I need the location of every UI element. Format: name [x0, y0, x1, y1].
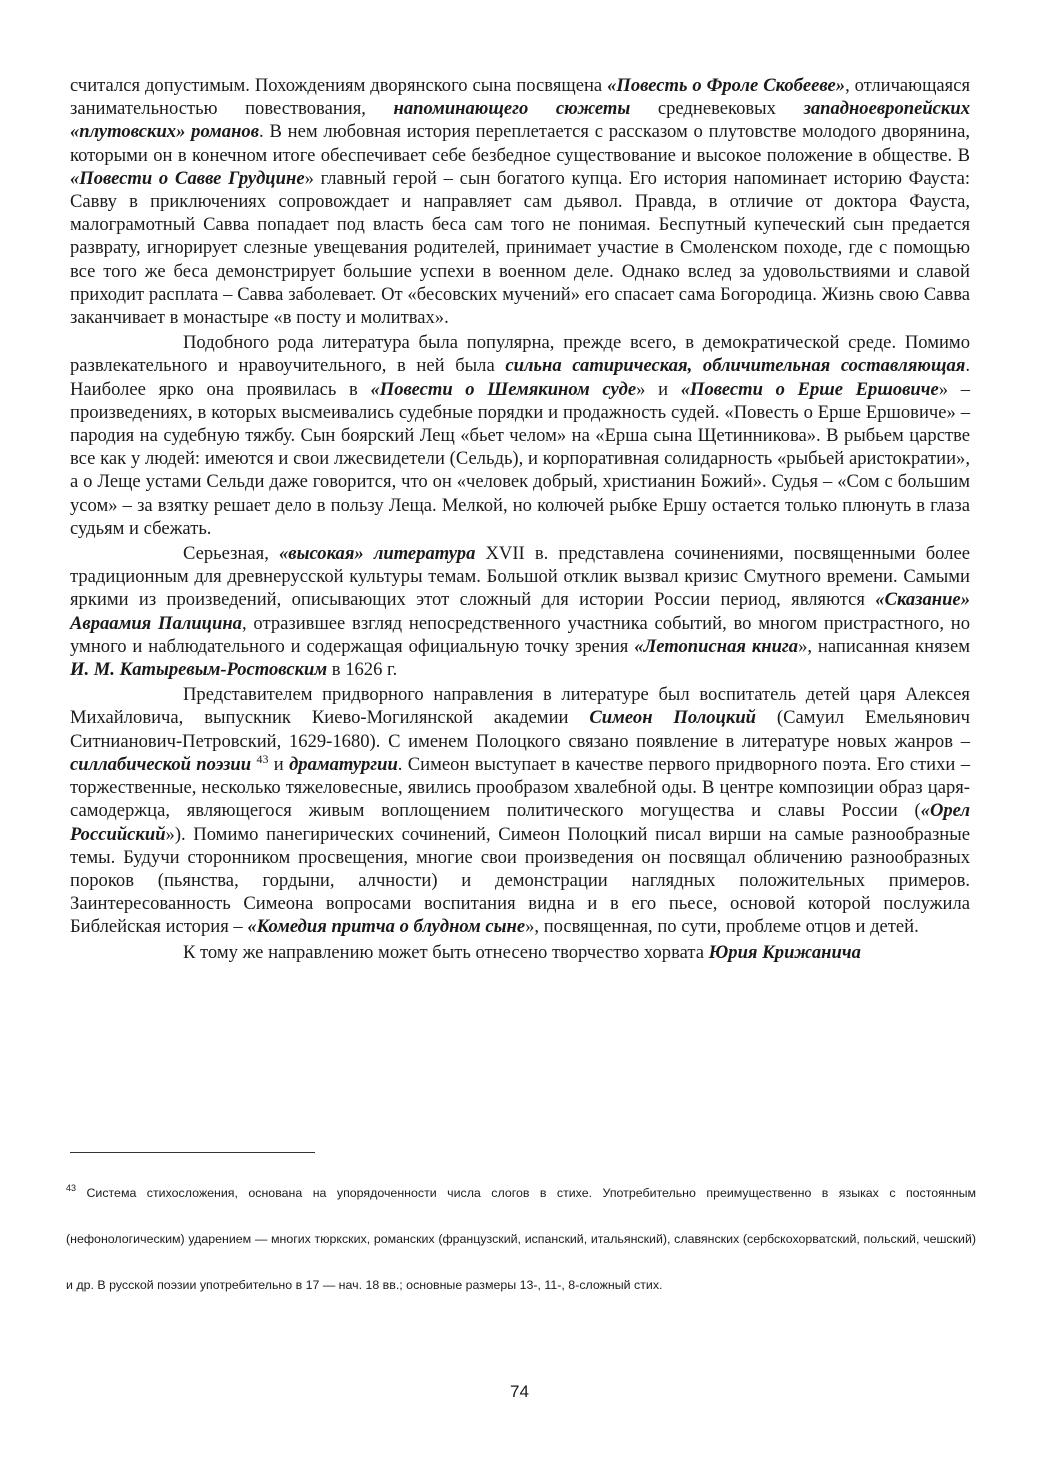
text-run: Подобного рода литература была популярна, прежде всего, в демократической среде. Помимо развлекательного и нравоучительного, в ней была	[70, 332, 970, 377]
text-run: в 1626 г.	[327, 659, 398, 681]
text-run: и	[268, 753, 290, 775]
paragraph	[70, 74, 970, 329]
text-run: средневековых	[630, 98, 804, 120]
text-run: (Самуил Емельянович Ситнианович-Петровский, 1629-1680). С именем Полоцкого связано появление в литературе новых жанров –	[70, 707, 970, 752]
text-run: , отличающаяся занимательностью повествования,	[70, 75, 970, 120]
text-run: »). Помимо панегирических сочинений, Симеон Полоцкий писал вирши на самые разнообразные темы. Будучи сторонником просвещения, многие свои произведения он посвящал обличению разнообразных пороков (пьянства, гордыни, алчности) и демонстрации наглядных положительных примеров. Заинтересованность Симеона вопросами воспитания видна и в его пьесе, основой которой послужила Библейская история –	[70, 823, 970, 938]
text-run: К тому же направлению может быть отнесено творчество хорвата	[183, 941, 709, 963]
emphasized-text: «Повести о Ерше Ершовиче	[680, 378, 939, 400]
emphasized-text: «Орел Российский	[70, 800, 970, 845]
footnote-separator	[70, 1152, 315, 1153]
paragraph	[70, 331, 970, 540]
text-run: » – произведениях, в которых высмеивались судебные порядки и продажность судей. «Повесть о Ерше Ершовиче» – пародия на судебную тяжбу. Сын боярский Лещ «бьет челом» на «Ерша сына Щетинникова». В рыбьем царстве все как у людей: имеются и свои лжесвидетели (Сельдь), и корпоративная солидарность «рыбьей аристократии», а о Леще устами Сельди даже говорится, что он «человек добрый, христианин Божий». Судья – «Сом с большим усом» – за взятку решает дело в пользу Леща. Мелкой, но колючей рыбке Ершу остается только плюнуть в глаза судьям и сбежать.	[70, 378, 971, 539]
footnote	[66, 1170, 976, 1308]
text-run: считался допустимым. Похождениям дворянского сына посвящена	[70, 75, 608, 96]
emphasized-text: «высокая» литература	[279, 543, 476, 565]
emphasized-text: И. М. Катыревым-Ростовским	[70, 659, 328, 681]
text-run: . В нем любовная история переплетается с рассказом о плутовстве молодого дворянина, которыми он в конечном итоге обеспечивает себе безбедное существование и высокое положение в обществе. В	[70, 121, 970, 166]
emphasized-text: «Повести о Шемякином суде	[370, 378, 637, 400]
text-run: », написанная князем	[798, 635, 970, 657]
emphasized-text: драматургии	[289, 753, 398, 775]
emphasized-text: «Повесть о Фроле Скобееве»	[607, 75, 846, 96]
emphasized-text: «Повести о Савве Грудцине	[70, 167, 305, 189]
emphasized-text: Юрия Крижанича	[708, 941, 861, 963]
footnote-reference: 43	[256, 751, 269, 766]
footnote-text: Система стихосложения, основана на упорядоченности числа слогов в стихе. Употребительно преимущественно в языках с постоянным (нефонологическим) ударением — многих тюркских, романских (французский, испанский, итальянский), славянских (сербскохорватский, польский, чешский) и др. В русской поэзии употребительно в 17 — нач. 18 вв.; основные размеры 13-, 11-, 8-сложный стих.	[66, 1186, 976, 1292]
emphasized-text: силлабической поэзии	[70, 753, 252, 775]
page-number: 74	[510, 1382, 529, 1401]
emphasized-text: напоминающего сюжеты	[393, 98, 631, 120]
text-run: , отразившее взгляд непосредственного участника событий, во многом пристрастного, но умного и наблюдательного и содержащая официальную точку зрения	[70, 612, 970, 657]
text-run: » главный герой – сын богатого купца. Его история напоминает историю Фауста: Савву в приключениях сопровождает и направляет сам дьявол. Правда, в отличие от доктора Фауста, малограмотный Савва попадает под власть беса сам того не понимая. Беспутный купеческий сын предается разврату, игнорирует слезные увещевания родителей, принимает участие в Смоленском походе, где с помощью все того же беса демонстрирует большие успехи в военном деле. Однако вслед за удовольствиями и славой приходит расплата – Савва заболевает. От «бесовских мучений» его спасает сама Богородица. Жизнь свою Савва заканчивает в монастыре «в посту и молитвах».	[70, 167, 970, 329]
text-run: », посвященная, по сути, проблеме отцов и детей.	[525, 916, 919, 938]
page-body	[70, 74, 970, 966]
paragraph	[70, 542, 970, 681]
text-run: Представителем придворного направления в литературе был воспитатель детей царя Алексея Михайловича, выпускник Киево-Могилянской академии	[70, 684, 970, 729]
footnote-number: 43	[66, 1183, 77, 1193]
paragraph	[70, 683, 970, 938]
paragraph	[70, 941, 970, 964]
emphasized-text: «Комедия притча о блудном сыне	[247, 916, 526, 938]
emphasized-text: сильна сатирическая, обличительная составляющая	[505, 355, 966, 377]
emphasized-text: Симеон Полоцкий	[589, 707, 757, 729]
emphasized-text: «Летописная книга	[634, 635, 799, 657]
text-run: . Симеон выступает в качестве первого придворного поэта. Его стихи – торжественные, несколько тяжеловесные, явились прообразом хвалебной оды. В центре композиции образ царя-самодержца, являющегося живым воплощением политического могущества и славы России (	[70, 753, 970, 822]
text-run: Серьезная,	[183, 543, 279, 565]
text-run: . Наиболее ярко она проявилась в	[70, 355, 970, 400]
text-run: » и	[636, 378, 681, 400]
emphasized-text: «Сказание» Авраамия Палицина	[70, 589, 970, 634]
text-run: XVII в. представлена сочинениями, посвященными более традиционным для древнерусской культуры темам. Большой отклик вызвал кризис Смутного времени. Самыми яркими из произведений, описывающих этот сложный для истории России период, являются	[70, 543, 970, 611]
emphasized-text: западноевропейских «плутовских» романов	[70, 98, 970, 143]
